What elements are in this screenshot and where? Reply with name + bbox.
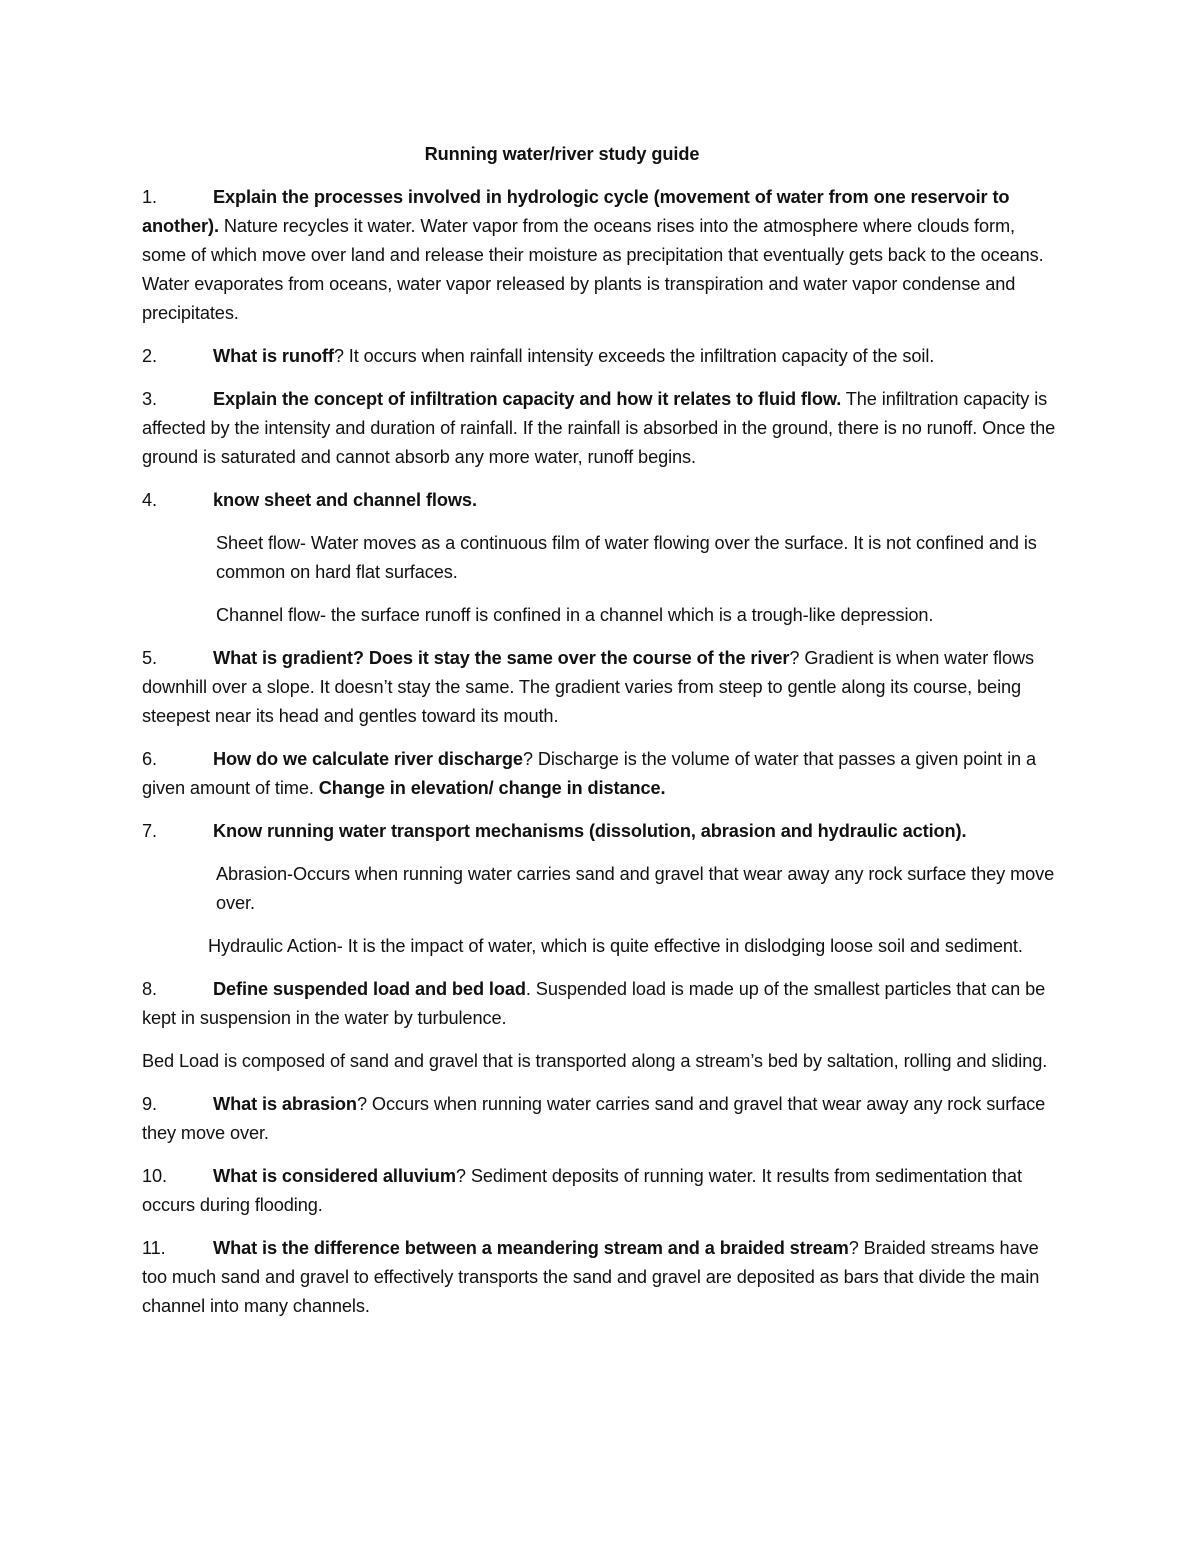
item-10	[142, 1162, 1062, 1220]
item-number: 9.	[142, 1094, 157, 1114]
question-text: What is the difference between a meandering stream and a braided stream	[213, 1238, 849, 1258]
bed-load-paragraph: Bed Load is composed of sand and gravel that is transported along a stream’s bed by saltation, rolling and sliding.	[142, 1051, 1048, 1071]
item-number: 6.	[142, 749, 157, 769]
sheet-flow-paragraph: Sheet flow- Water moves as a continuous film of water flowing over the surface. It is not confined and is common on hard flat surfaces.	[216, 533, 1037, 582]
item-7	[142, 817, 1062, 846]
channel-flow-paragraph: Channel flow- the surface runoff is confined in a channel which is a trough-like depression.	[216, 605, 934, 625]
item-1	[142, 183, 1062, 328]
item-8	[142, 975, 1062, 1033]
hydraulic-action-paragraph: Hydraulic Action- It is the impact of water, which is quite effective in dislodging loose soil and sediment.	[208, 936, 1023, 956]
answer-text: ? Discharge is the volume of water that passes a given point in a given amount of time.	[142, 749, 1037, 798]
answer-text: Nature recycles it water. Water vapor from the oceans rises into the atmosphere where clouds form, some of which move over land and release their moisture as precipitation that eventually gets back to the oceans. Water evaporates from oceans, water vapor released by plants is transpiration and water vapor condense and precipitates.	[142, 216, 1044, 323]
question-text: What is runoff	[213, 346, 334, 366]
formula-text: Change in elevation/ change in distance.	[318, 778, 666, 798]
question-text: What is abrasion	[213, 1094, 357, 1114]
item-number: 2.	[142, 346, 157, 366]
question-text: What is considered alluvium	[213, 1166, 456, 1186]
item-3	[142, 385, 1062, 472]
item-number: 1.	[142, 187, 157, 207]
question-text: Define suspended load and bed load	[213, 979, 526, 999]
document-title: Running water/river study guide	[424, 144, 700, 164]
question-text: Know running water transport mechanisms (dissolution, abrasion and hydraulic action).	[213, 821, 967, 841]
question-text: Explain the processes involved in hydrologic cycle (movement of water from one reservoir to another).	[142, 187, 1010, 236]
item-number: 3.	[142, 389, 157, 409]
item-4	[142, 486, 1062, 515]
question-text: What is gradient? Does it stay the same over the course of the river	[213, 648, 790, 668]
answer-text: ? Occurs when running water carries sand and gravel that wear away any rock surface they move over.	[142, 1094, 1046, 1143]
item-9	[142, 1090, 1062, 1148]
answer-text: ? Sediment deposits of running water. It results from sedimentation that occurs during flooding.	[142, 1166, 1022, 1215]
answer-text: The infiltration capacity is affected by the intensity and duration of rainfall. If the rainfall is absorbed in the ground, there is no runoff. Once the ground is saturated and cannot absorb any more water, runoff begins.	[142, 389, 1056, 467]
answer-text: ? Gradient is when water flows downhill over a slope. It doesn’t stay the same. The gradient varies from steep to gentle along its course, being steepest near its head and gentles toward its mouth.	[142, 648, 1035, 726]
item-6	[142, 745, 1062, 803]
item-number: 10.	[142, 1166, 167, 1186]
answer-text: ? It occurs when rainfall intensity exceeds the infiltration capacity of the soil.	[333, 346, 935, 366]
item-2	[142, 342, 1062, 371]
answer-text: ? Braided streams have too much sand and gravel to effectively transports the sand and gravel are deposited as bars that divide the main channel into many channels.	[142, 1238, 1040, 1316]
abrasion-paragraph: Abrasion-Occurs when running water carries sand and gravel that wear away any rock surface they move over.	[216, 864, 1055, 913]
item-number: 5.	[142, 648, 157, 668]
question-text: know sheet and channel flows.	[213, 490, 477, 510]
item-number: 7.	[142, 821, 157, 841]
item-number: 11.	[142, 1238, 166, 1258]
item-11	[142, 1234, 1062, 1321]
document-page	[142, 140, 1062, 1335]
answer-text: . Suspended load is made up of the smallest particles that can be kept in suspension in the water by turbulence.	[142, 979, 1046, 1028]
item-number: 8.	[142, 979, 157, 999]
question-text: Explain the concept of infiltration capacity and how it relates to fluid flow.	[213, 389, 842, 409]
item-number: 4.	[142, 490, 157, 510]
question-text: How do we calculate river discharge	[213, 749, 523, 769]
item-5	[142, 644, 1062, 731]
